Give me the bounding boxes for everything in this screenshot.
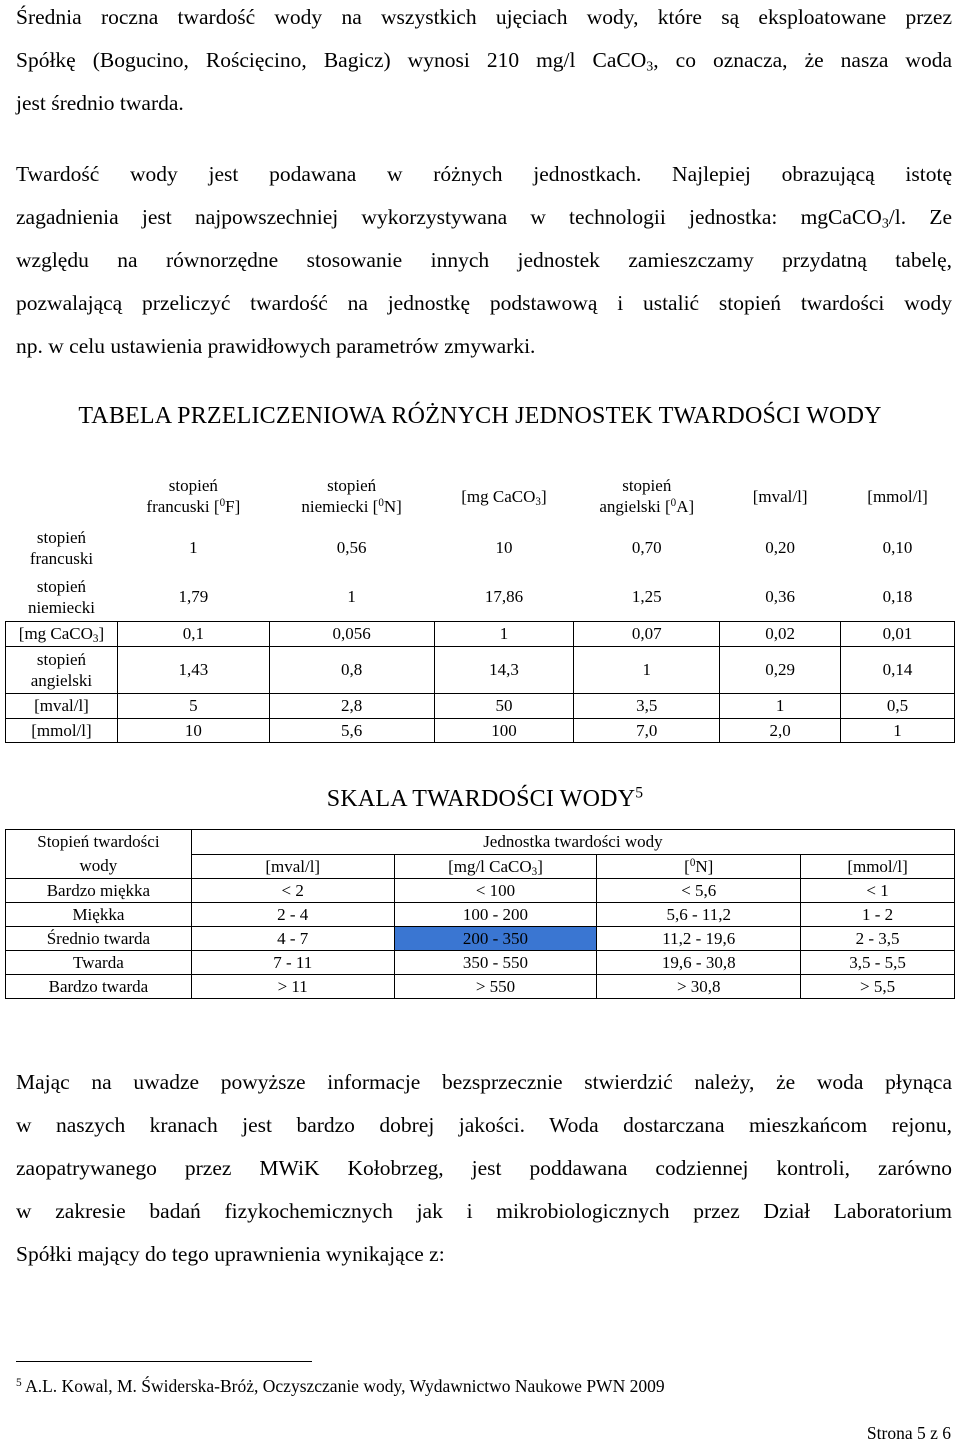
- table-cell: 1: [720, 693, 841, 718]
- table-header-row: [6, 470, 955, 522]
- paragraph-line: w zakresie badań fizykochemicznych jak i mikrobiologicznych przez Dział Laboratorium: [16, 1199, 952, 1223]
- corner-cell: [6, 470, 118, 522]
- footnote-mark: 5: [16, 1376, 22, 1389]
- table-cell: 50: [434, 693, 574, 718]
- table-header-row: [6, 830, 955, 855]
- table-cell: > 30,8: [597, 975, 801, 999]
- footnote-ref: 5: [635, 784, 644, 802]
- table-cell: 0,14: [841, 646, 955, 693]
- table-cell: < 2: [191, 879, 394, 903]
- table-cell: 0,29: [720, 646, 841, 693]
- column-header: stopień francuski [$^0$F]: [146, 476, 241, 516]
- highlighted-cell: 200 - 350: [394, 927, 597, 951]
- paragraph-line: np. w celu ustawienia prawidłowych parametrów zmywarki.: [16, 334, 536, 358]
- paragraph-line: w naszych kranach jest bardzo dobrej jakości. Woda dostarczana mieszkańcom rejonu,: [16, 1113, 952, 1137]
- table-row: [6, 573, 955, 621]
- column-group-header: Jednostka twardości wody: [191, 830, 954, 855]
- column-header: [$^0$N]: [597, 854, 801, 879]
- table-cell: 10: [495, 538, 513, 557]
- table-cell: 0,20: [765, 538, 795, 557]
- column-header: stopień niemiecki [$^0$N]: [301, 476, 402, 516]
- column-header: stopień angielski [$^0$A]: [599, 476, 695, 516]
- paragraph-line: Twardość wody jest podawana w różnych jednostkach. Najlepiej obrazującą istotę: [16, 162, 952, 186]
- paragraph-line: zaopatrywanego przez MWiK Kołobrzeg, jest poddawana codziennej kontroli, zarówno: [16, 1156, 952, 1180]
- conclusion-paragraph: [16, 1061, 952, 1276]
- table-cell: 1,79: [178, 587, 209, 607]
- table-cell: 1: [841, 718, 955, 742]
- table-cell: 1,43: [117, 646, 269, 693]
- paragraph-line: względu na równorzędne stosowanie innych jednostek zamieszczamy przydatną tabelę,: [16, 248, 952, 272]
- table-cell: 0,056: [269, 621, 434, 646]
- table-cell: < 1: [801, 879, 955, 903]
- table-cell: 10: [117, 718, 269, 742]
- table-cell: 3,5 - 5,5: [801, 951, 955, 975]
- row-header: [mg CaCO$_3$]: [6, 621, 118, 646]
- row-header: Bardzo twarda: [6, 975, 192, 999]
- table-cell: > 5,5: [801, 975, 955, 999]
- table-cell: 2,8: [269, 693, 434, 718]
- table-cell: 14,3: [434, 646, 574, 693]
- table-cell: 17,86: [484, 587, 524, 607]
- table-cell: 100 - 200: [394, 903, 597, 927]
- row-header: stopień angielski: [6, 646, 118, 693]
- table-row: [6, 522, 955, 573]
- row-header: Średnio twarda: [6, 927, 192, 951]
- table-cell: 3,5: [574, 693, 720, 718]
- conversion-table-title: TABELA PRZELICZENIOWA RÓŻNYCH JEDNOSTEK TWARDOŚCI WODY: [78, 403, 882, 429]
- table-row: [6, 621, 955, 646]
- paragraph-line: jest średnio twarda.: [16, 91, 184, 115]
- table-cell: > 550: [394, 975, 597, 999]
- table-cell: 4 - 7: [191, 927, 394, 951]
- page-number: Strona 5 z 6: [866, 1423, 951, 1443]
- table-cell: 0,36: [765, 587, 795, 607]
- intro-paragraph: [16, 0, 952, 125]
- hardness-scale-table: [5, 829, 955, 999]
- table-cell: 7,0: [574, 718, 720, 742]
- table-cell: 2 - 4: [191, 903, 394, 927]
- table-row: [6, 646, 955, 693]
- table-row: [6, 927, 955, 951]
- row-header: Miękka: [6, 903, 192, 927]
- column-header: Stopień twardości wody: [6, 830, 192, 879]
- table-cell: 0,07: [574, 621, 720, 646]
- paragraph-line: Mając na uwadze powyższe informacje bezsprzecznie stwierdzić należy, że woda płynąca: [16, 1070, 952, 1094]
- table-cell: 0,56: [336, 538, 367, 557]
- column-header: [mmol/l]: [867, 486, 928, 506]
- row-header: [mval/l]: [6, 693, 118, 718]
- table-cell: 1: [347, 587, 356, 607]
- table-cell: 2,0: [720, 718, 841, 742]
- table-cell: 0,8: [269, 646, 434, 693]
- table-cell: 100: [434, 718, 574, 742]
- table-cell: > 11: [191, 975, 394, 999]
- table-cell: 5,6: [269, 718, 434, 742]
- table-cell: < 100: [394, 879, 597, 903]
- row-header: stopień francuski: [29, 527, 94, 568]
- table-cell: 5: [117, 693, 269, 718]
- paragraph-line: Spółki mający do tego uprawnienia wynikające z:: [16, 1242, 445, 1266]
- footnote: $^5$ A.L. Kowal, M. Świderska-Bróż, Oczyszczanie wody, Wydawnictwo Naukowe PWN 2009: [16, 1376, 665, 1396]
- column-header: [mg CaCO$_3$]: [461, 486, 547, 508]
- table-cell: 1: [189, 538, 198, 557]
- table-cell: 0,18: [882, 587, 913, 607]
- table-row: [6, 879, 955, 903]
- table-cell: 0,10: [882, 538, 913, 557]
- column-header: [mval/l]: [191, 854, 394, 879]
- conversion-table: [5, 470, 955, 743]
- table-cell: 11,2 - 19,6: [597, 927, 801, 951]
- table-cell: 0,01: [841, 621, 955, 646]
- row-header: Bardzo miękka: [6, 879, 192, 903]
- column-header: [mg/l CaCO$_3$]: [394, 854, 597, 879]
- table-cell: 0,02: [720, 621, 841, 646]
- table-row: [6, 718, 955, 742]
- table-row: [6, 693, 955, 718]
- table-cell: 0,70: [631, 538, 662, 557]
- paragraph-line: pozwalającą przeliczyć twardość na jednostkę podstawową i ustalić stopień twardości wody: [16, 291, 952, 315]
- table-cell: 19,6 - 30,8: [597, 951, 801, 975]
- paragraph-line: Średnia roczna twardość wody na wszystkich ujęciach wody, które są eksploatowane przez: [16, 5, 952, 29]
- table-cell: 2 - 3,5: [801, 927, 955, 951]
- column-header: [mval/l]: [752, 486, 808, 506]
- table-cell: 5,6 - 11,2: [597, 903, 801, 927]
- table-cell: 7 - 11: [191, 951, 394, 975]
- table-cell: 1,25: [631, 587, 662, 607]
- footnote-divider: [16, 1361, 312, 1362]
- hardness-scale-title: SKALA TWARDOŚCI WODY$^5$: [326, 784, 644, 812]
- table-row: [6, 951, 955, 975]
- row-header: Twarda: [6, 951, 192, 975]
- table-cell: 0,1: [117, 621, 269, 646]
- row-header: [mmol/l]: [6, 718, 118, 742]
- table-row: [6, 975, 955, 999]
- row-header: stopień niemiecki: [27, 576, 95, 617]
- table-cell: 1 - 2: [801, 903, 955, 927]
- paragraph-line: Spółkę (Bogucino, Rościęcino, Bagicz) wynosi 210 mg/l CaCO$_3$, co oznacza, że nasza woda: [16, 48, 952, 75]
- table-cell: 0,5: [841, 693, 955, 718]
- table-cell: 1: [434, 621, 574, 646]
- paragraph-line: zagadnienia jest najpowszechniej wykorzystywana w technologii jednostka: mgCaCO$_3$/l. Ze: [16, 205, 953, 232]
- column-header: [mmol/l]: [801, 854, 955, 879]
- table-cell: 350 - 550: [394, 951, 597, 975]
- table-cell: 1: [574, 646, 720, 693]
- table-cell: < 5,6: [597, 879, 801, 903]
- table-row: [6, 903, 955, 927]
- units-paragraph: [16, 153, 952, 368]
